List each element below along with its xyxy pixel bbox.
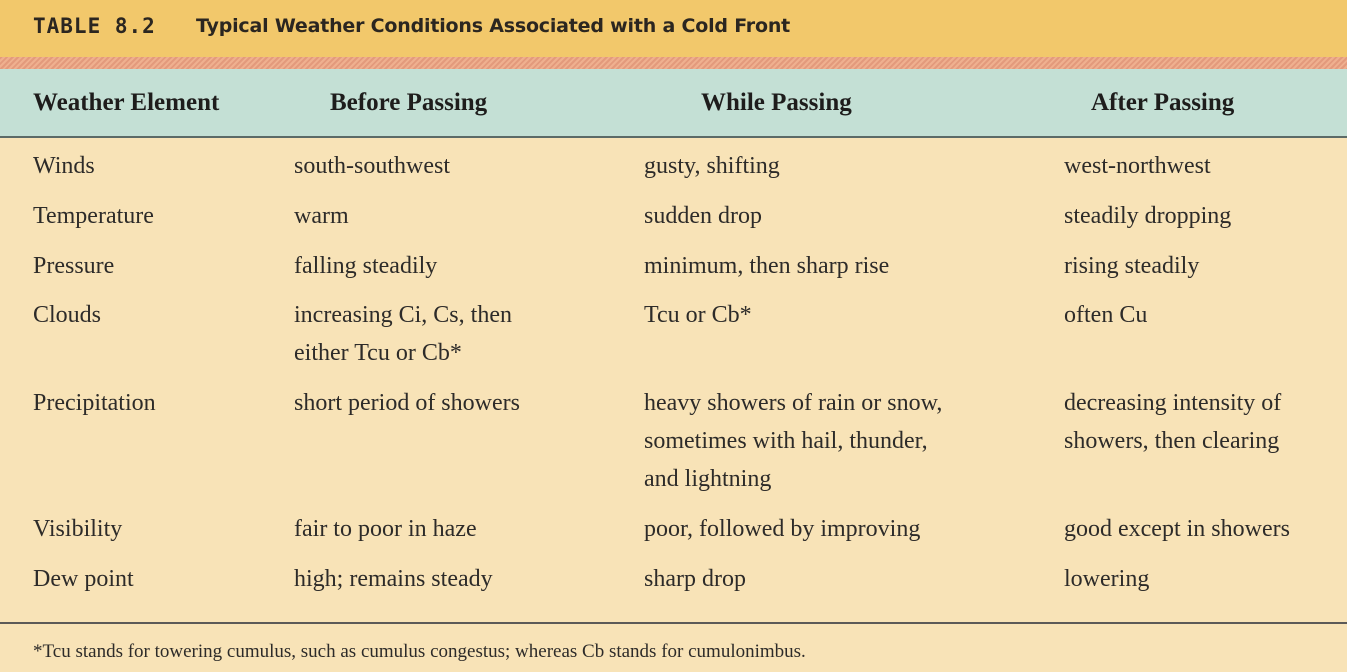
cell-before: south-southwest <box>294 153 450 179</box>
cell-element: Visibility <box>33 516 123 542</box>
cell-before: high; remains steady <box>294 566 493 592</box>
cell-while: gusty, shifting <box>644 153 780 179</box>
header-before-passing: Before Passing <box>330 89 488 116</box>
cell-after: lowering <box>1064 566 1150 592</box>
cell-while: and lightning <box>644 466 772 492</box>
cell-before: warm <box>294 203 349 229</box>
header-weather-element: Weather Element <box>33 89 220 116</box>
cell-before: increasing Ci, Cs, then <box>294 302 512 328</box>
cell-element: Precipitation <box>33 390 156 416</box>
footnote: *Tcu stands for towering cumulus, such as cumulus congestus; whereas Cb stands for cumulonimbus. <box>33 641 806 662</box>
cell-before: fair to poor in haze <box>294 516 477 542</box>
footnote-divider <box>0 622 1347 624</box>
cell-element: Clouds <box>33 302 102 328</box>
cell-while: Tcu or Cb* <box>644 302 752 328</box>
cell-after: decreasing intensity of <box>1064 390 1282 416</box>
decorative-stripe <box>0 57 1347 69</box>
cell-while: sharp drop <box>644 566 746 592</box>
cell-element: Pressure <box>33 253 115 279</box>
cell-while: heavy showers of rain or snow, <box>644 390 943 416</box>
cell-before: falling steadily <box>294 253 438 279</box>
cell-after: showers, then clearing <box>1064 428 1280 454</box>
cell-after: often Cu <box>1064 302 1148 328</box>
cell-element: Winds <box>33 153 95 179</box>
cell-while: minimum, then sharp rise <box>644 253 890 279</box>
cell-after: west-northwest <box>1064 153 1211 179</box>
table-title-bar <box>0 0 1347 57</box>
cell-after: steadily dropping <box>1064 203 1232 229</box>
cell-while: poor, followed by improving <box>644 516 921 542</box>
cell-element: Temperature <box>33 203 154 229</box>
cell-while: sometimes with hail, thunder, <box>644 428 928 454</box>
cell-while: sudden drop <box>644 203 762 229</box>
table-number: TABLE 8.2 <box>33 14 156 38</box>
cell-after: good except in showers <box>1064 516 1290 542</box>
header-after-passing: After Passing <box>1091 89 1235 116</box>
cell-after: rising steadily <box>1064 253 1200 279</box>
cell-before: either Tcu or Cb* <box>294 340 462 366</box>
header-while-passing: While Passing <box>701 89 852 116</box>
cell-before: short period of showers <box>294 390 520 416</box>
table-title: Typical Weather Conditions Associated with a Cold Front <box>196 15 791 37</box>
cell-element: Dew point <box>33 566 134 592</box>
